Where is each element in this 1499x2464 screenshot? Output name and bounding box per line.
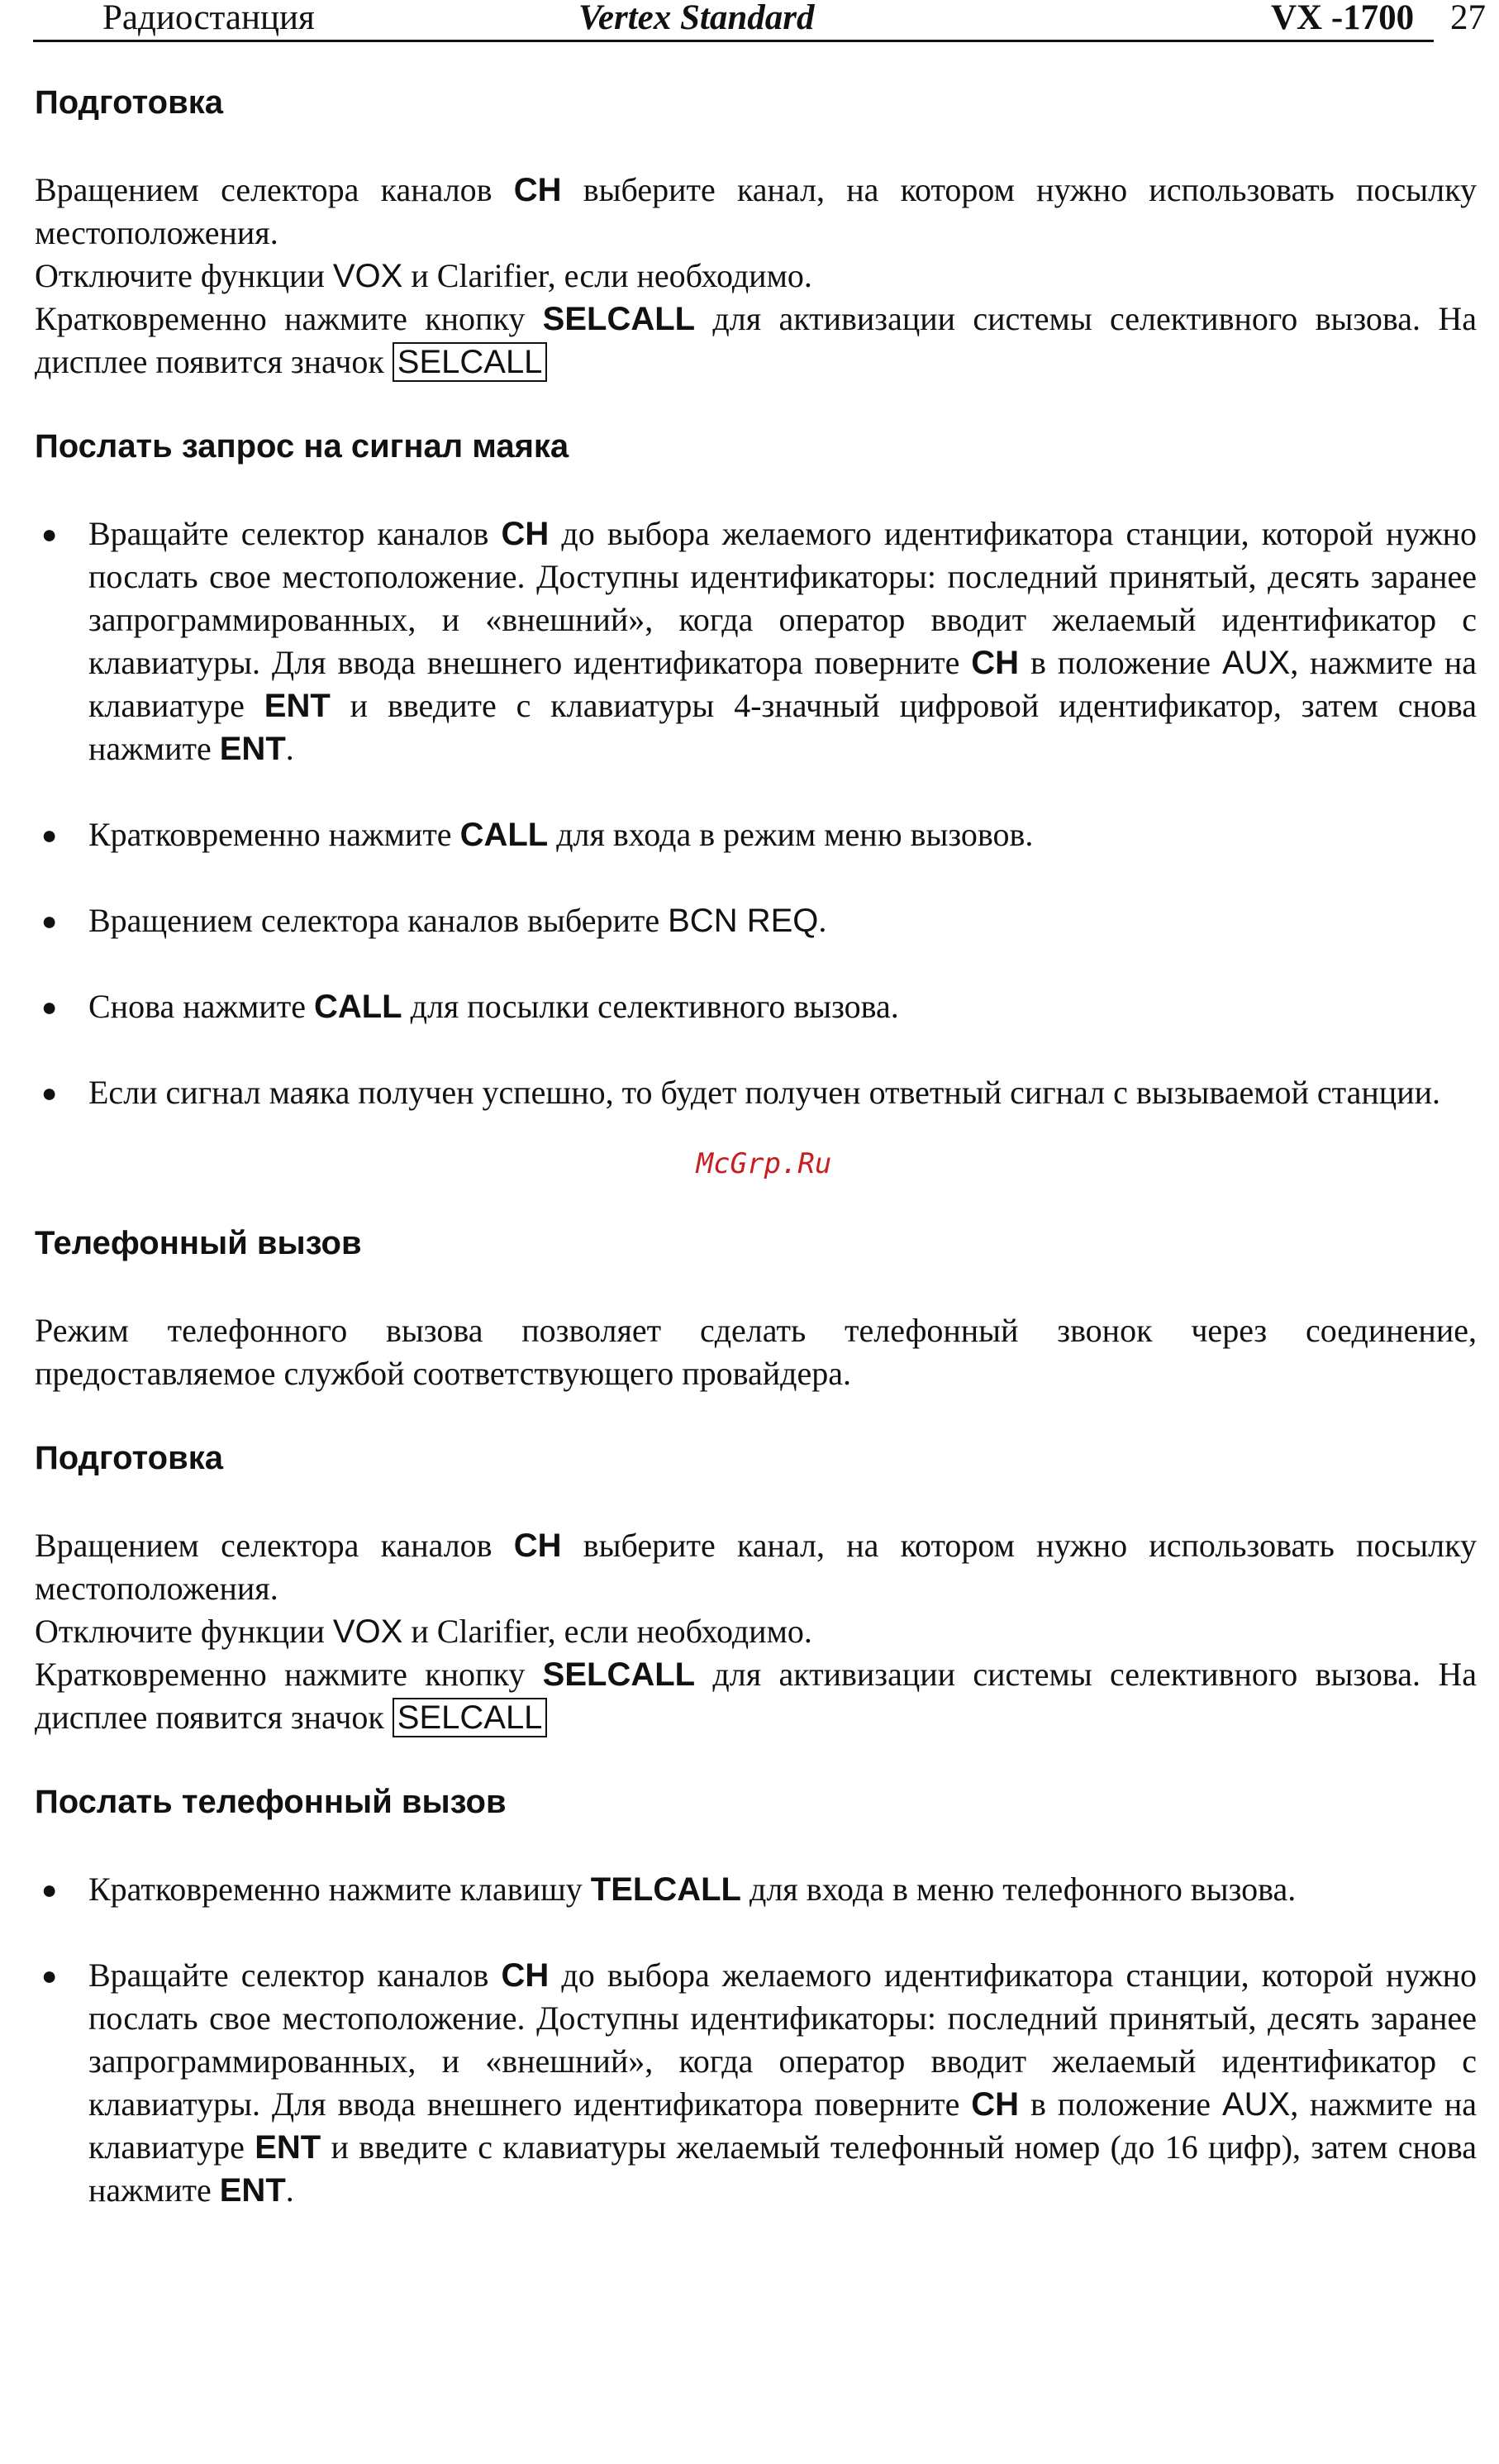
paragraph-select-channel <box>35 1524 1477 1610</box>
list-item <box>35 985 1477 1028</box>
paragraph-select-channel <box>35 169 1477 255</box>
text-span: . <box>818 902 827 939</box>
text-span: для посылки селективного вызова. <box>402 988 899 1025</box>
paragraph-disable-vox <box>35 255 1477 298</box>
list-item <box>35 813 1477 856</box>
keyword-ent: ENT <box>219 731 286 767</box>
keyword-ch: CH <box>513 1527 562 1564</box>
bullet-icon: ● <box>41 1078 58 1108</box>
list-item <box>35 1868 1477 1911</box>
keyword-ent: ENT <box>264 688 331 724</box>
keyword-bcn-req: BCN REQ <box>668 903 819 939</box>
keyword-ent: ENT <box>219 2172 286 2209</box>
text-span: Вращением селектора каналов выберите <box>88 902 669 939</box>
list-item <box>35 1954 1477 2212</box>
text-span: Кратковременно нажмите <box>88 816 460 853</box>
text-span: Кратковременно нажмите клавишу <box>88 1871 591 1908</box>
text-span: Кратковременно нажмите кнопку <box>35 300 543 337</box>
text-span: Снова нажмите <box>88 988 314 1025</box>
keyword-ent: ENT <box>255 2129 321 2166</box>
text-span: Если сигнал маяка получен успешно, то будет получен ответный сигнал с вызываемой станции. <box>88 1074 1441 1111</box>
bullet-icon: ● <box>41 519 58 549</box>
display-icon-selcall: SELCALL <box>393 342 548 382</box>
spacer <box>35 1028 1477 1071</box>
keyword-call: CALL <box>313 989 402 1025</box>
header-page-number: 27 <box>1450 0 1486 37</box>
text-span: в положение <box>1019 2085 1222 2123</box>
list-item <box>35 1071 1477 1114</box>
bullet-icon: ● <box>41 992 58 1022</box>
text-span: Отключите функции <box>35 257 333 294</box>
watermark-link[interactable]: McGrp.Ru <box>696 1147 832 1180</box>
text-span: , нажмите на клавиатуре <box>88 2085 1477 2166</box>
keyword-telcall: TELCALL <box>590 1871 741 1908</box>
text-span: для входа в меню телефонного вызова. <box>740 1871 1297 1908</box>
text-span: и введите с клавиатуры желаемый телефонный номер (до 16 цифр), затем снова нажмите <box>88 2128 1477 2209</box>
list-item <box>35 512 1477 770</box>
keyword-ch: CH <box>501 1957 550 1994</box>
paragraph-press-selcall <box>35 298 1477 384</box>
section-heading-preparation-2: Подготовка <box>35 1440 223 1476</box>
preparation-paragraph <box>35 169 1477 384</box>
section-heading-phone-call: Телефонный вызов <box>35 1225 362 1261</box>
bullet-icon: ● <box>41 906 58 936</box>
text-span: до выбора желаемого идентификатора станции, которой нужно послать свое местоположение. Доступны идентификаторы: последний принятый, десять заранее запрограммированных, и «внешний», когда оператор вводит желаемый идентификатор с клавиатуры. Для ввода внешнего идентификатора поверните <box>88 515 1478 681</box>
keyword-ch: CH <box>501 516 550 552</box>
paragraph-press-selcall <box>35 1653 1477 1739</box>
beacon-steps-list <box>35 512 1477 1114</box>
keyword-aux: AUX <box>1221 2086 1291 2123</box>
text-span: и Clarifier, если необходимо. <box>402 257 812 294</box>
keyword-ch: CH <box>971 645 1020 681</box>
spacer <box>35 770 1477 813</box>
keyword-selcall: SELCALL <box>542 1656 696 1693</box>
text-span: Вращайте селектор каналов <box>88 515 502 552</box>
section-heading-preparation: Подготовка <box>35 84 223 121</box>
header-model: VX -1700 <box>1271 0 1415 37</box>
section-heading-send-phone-call: Послать телефонный вызов <box>35 1784 507 1820</box>
keyword-ch: CH <box>971 2086 1020 2123</box>
text-span: выберите канал, на котором нужно использовать посылку местоположения. <box>35 171 1477 251</box>
page-header <box>33 0 1486 42</box>
text-span: для активизации системы селективного вызова. На дисплее появится значок <box>35 300 1478 380</box>
text-span: Вращением селектора каналов <box>35 171 514 208</box>
bullet-icon: ● <box>41 820 58 850</box>
keyword-ch: CH <box>513 172 562 208</box>
text-span: для входа в режим меню вызовов. <box>548 816 1034 853</box>
text-span: Отключите функции <box>35 1613 333 1650</box>
header-brand: Vertex Standard <box>578 0 815 37</box>
page-content <box>35 81 1477 2212</box>
text-span: , нажмите на клавиатуре <box>88 644 1477 724</box>
section-heading-beacon-request: Послать запрос на сигнал маяка <box>35 428 569 465</box>
preparation-paragraph-2 <box>35 1524 1477 1739</box>
list-item <box>35 899 1477 942</box>
text-span: . <box>285 730 294 767</box>
bullet-icon: ● <box>41 1875 58 1904</box>
text-span: и введите с клавиатуры 4-значный цифровой идентификатор, затем снова нажмите <box>88 687 1478 767</box>
text-span: выберите канал, на котором нужно использовать посылку местоположения. <box>35 1527 1477 1607</box>
header-device-type: Радиостанция <box>102 0 315 37</box>
keyword-vox: VOX <box>332 258 403 294</box>
text-span: . <box>285 2171 294 2209</box>
bullet-icon: ● <box>41 1961 58 1990</box>
keyword-aux: AUX <box>1221 645 1291 681</box>
spacer <box>35 856 1477 899</box>
keyword-call: CALL <box>459 817 549 853</box>
text-span: Вращением селектора каналов <box>35 1527 514 1564</box>
text-span: Кратковременно нажмите кнопку <box>35 1656 543 1693</box>
keyword-selcall: SELCALL <box>542 301 696 337</box>
paragraph-disable-vox <box>35 1610 1477 1653</box>
phone-call-paragraph: Режим телефонного вызова позволяет сделать телефонный звонок через соединение, предоставляемое службой соответствующего провайдера. <box>35 1312 1477 1392</box>
text-span: для активизации системы селективного вызова. На дисплее появится значок <box>35 1656 1478 1736</box>
text-span: и Clarifier, если необходимо. <box>402 1613 812 1650</box>
text-span: Вращайте селектор каналов <box>88 1956 502 1994</box>
text-span: до выбора желаемого идентификатора станции, которой нужно послать свое местоположение. Доступны идентификаторы: последний принятый, десять заранее запрограммированных, и «внешний», когда оператор вводит желаемый идентификатор с клавиатуры. Для ввода внешнего идентификатора поверните <box>88 1956 1478 2123</box>
display-icon-selcall: SELCALL <box>393 1698 548 1737</box>
spacer <box>35 1911 1477 1954</box>
spacer <box>35 942 1477 985</box>
text-span: в положение <box>1019 644 1222 681</box>
phone-call-steps-list <box>35 1868 1477 2212</box>
keyword-vox: VOX <box>332 1613 403 1650</box>
